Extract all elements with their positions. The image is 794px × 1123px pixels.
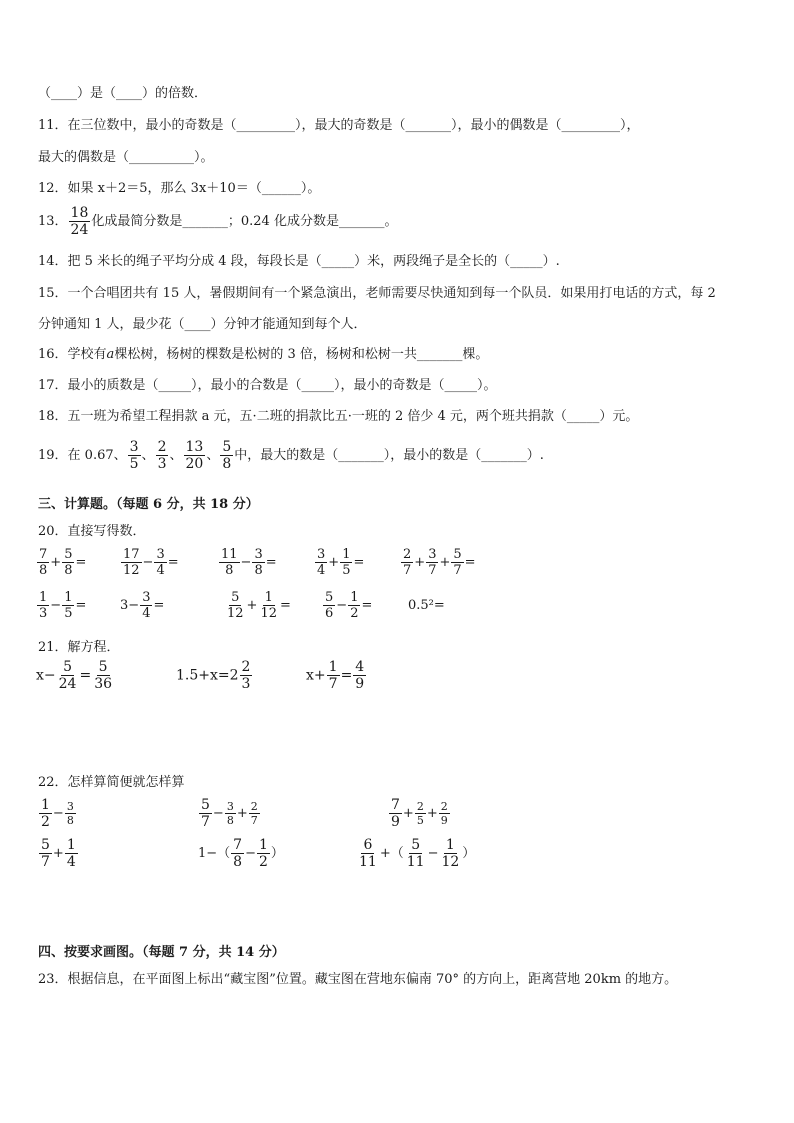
expr-22-5: 1−（ $\frac{7}{8}$ − $\frac{1}{2}$ ） — [198, 837, 284, 870]
question-22: 22．怎样算简便就怎样算 — [38, 775, 185, 790]
fraction-2-3: $\frac{2}{3}$ — [157, 439, 167, 472]
fraction-18-24: $\frac{18}{24}$ — [70, 205, 89, 238]
question-16: 16．学校有a棵松树，杨树的棵数是松树的 3 倍，杨树和松树一共_______棵。 — [38, 347, 489, 362]
fraction-3-5: $\frac{3}{5}$ — [129, 439, 139, 472]
question-13-text: 化成最简分数是_______；0.24 化成分数是_______。 — [91, 214, 398, 229]
question-11-line2: 最大的偶数是（__________）。 — [38, 150, 214, 165]
question-23: 23．根据信息，在平面图上标出“藏宝图”位置。藏宝图在营地东偏南 70° 的方向上，距离营地 20km 的地方。 — [38, 972, 678, 987]
fraction-5-8: $\frac{5}{8}$ — [222, 439, 232, 472]
question-15-line2: 分钟通知 1 人，最少花（____）分钟才能通知到每个人． — [38, 317, 367, 332]
expr-22-1: $\frac{1}{2}$ − $\frac{3}{8}$ — [41, 797, 74, 830]
question-11-line1: 11．在三位数中，最小的奇数是（_________），最大的奇数是（_______），最小的偶数是（_________）， — [38, 118, 640, 133]
fraction-13-20: $\frac{13}{20}$ — [185, 439, 204, 472]
section-3-heading: 三、计算题。（每题 6 分，共 18 分） — [38, 497, 259, 512]
equation-21-2: 1.5+x=2 $\frac{2}{3}$ — [176, 659, 251, 692]
question-10-tail: （____）是（____）的倍数． — [38, 86, 208, 101]
expr-20-9: $\frac{5}{6}$ − $\frac{1}{2}$ = — [325, 590, 373, 621]
question-21: 21．解方程． — [38, 640, 120, 655]
question-18: 18．五一班为希望工程捐款 a 元，五·二班的捐款比五·一班的 2 倍少 4 元，两个班共捐款（_____）元。 — [38, 409, 639, 424]
question-14: 14．把 5 米长的绳子平均分成 4 段，每段长是（_____）米，两段绳子是全长的（_____）. — [38, 254, 560, 269]
variable-a: a — [106, 347, 115, 362]
question-17: 17．最小的质数是（_____），最小的合数是（_____），最小的奇数是（_____）。 — [38, 378, 497, 393]
expr-20-6: $\frac{1}{3}$ − $\frac{1}{5}$ = — [39, 590, 87, 621]
section-4-heading: 四、按要求画图。（每题 7 分，共 14 分） — [38, 945, 285, 960]
expr-22-4: $\frac{5}{7}$ + $\frac{1}{4}$ — [41, 837, 76, 870]
expr-22-3: $\frac{7}{9}$ + $\frac{2}{5}$ + $\frac{2}{9}$ — [391, 797, 448, 830]
question-13-number: 13． — [38, 214, 68, 229]
question-13 — [38, 206, 397, 237]
expr-20-4: $\frac{3}{4}$ + $\frac{1}{5}$ = — [317, 547, 365, 578]
question-15-line1: 15．一个合唱团共有 15 人，暑假期间有一个紧急演出，老师需要尽快通知到每一个队员．如果用打电话的方式，每 2 — [38, 286, 716, 301]
expr-20-3: $\frac{11}{8}$ − $\frac{3}{8}$ = — [221, 547, 277, 578]
expr-20-1: $\frac{7}{8}$ + $\frac{5}{8}$ = — [39, 547, 87, 578]
expr-22-6: $\frac{6}{11}$ +（ $\frac{5}{11}$ − $\frac{1}{12}$ ） — [359, 837, 476, 870]
question-20: 20．直接写得数． — [38, 524, 146, 539]
expr-22-2: $\frac{5}{7}$ − $\frac{3}{8}$ + $\frac{2}{7}$ — [201, 797, 258, 830]
equation-21-1: x− $\frac{5}{24}$ = $\frac{5}{36}$ — [36, 659, 113, 692]
expr-20-5: $\frac{2}{7}$ + $\frac{3}{7}$ + $\frac{5}{7}$ = — [403, 547, 476, 578]
equation-21-3: x+ $\frac{1}{7}$ = $\frac{4}{9}$ — [306, 659, 365, 692]
expr-20-10: 0.5²= — [408, 598, 445, 613]
expr-20-2: $\frac{17}{12}$ − $\frac{3}{4}$ = — [123, 547, 179, 578]
question-12: 12．如果 x＋2＝5，那么 3x＋10＝（______）。 — [38, 181, 321, 196]
question-19: 19．在 0.67、 $\frac{3}{5}$ 、 $\frac{2}{3}$ 、 $\frac{13}{20}$ 、 $\frac{5}{8}$ 中，最大的数是（_______），最小的数是（_______）. — [38, 439, 544, 472]
expr-20-7: 3− $\frac{3}{4}$ = — [120, 590, 165, 621]
expr-20-8: $\frac{5}{12}$ + $\frac{1}{12}$ = — [227, 590, 291, 621]
